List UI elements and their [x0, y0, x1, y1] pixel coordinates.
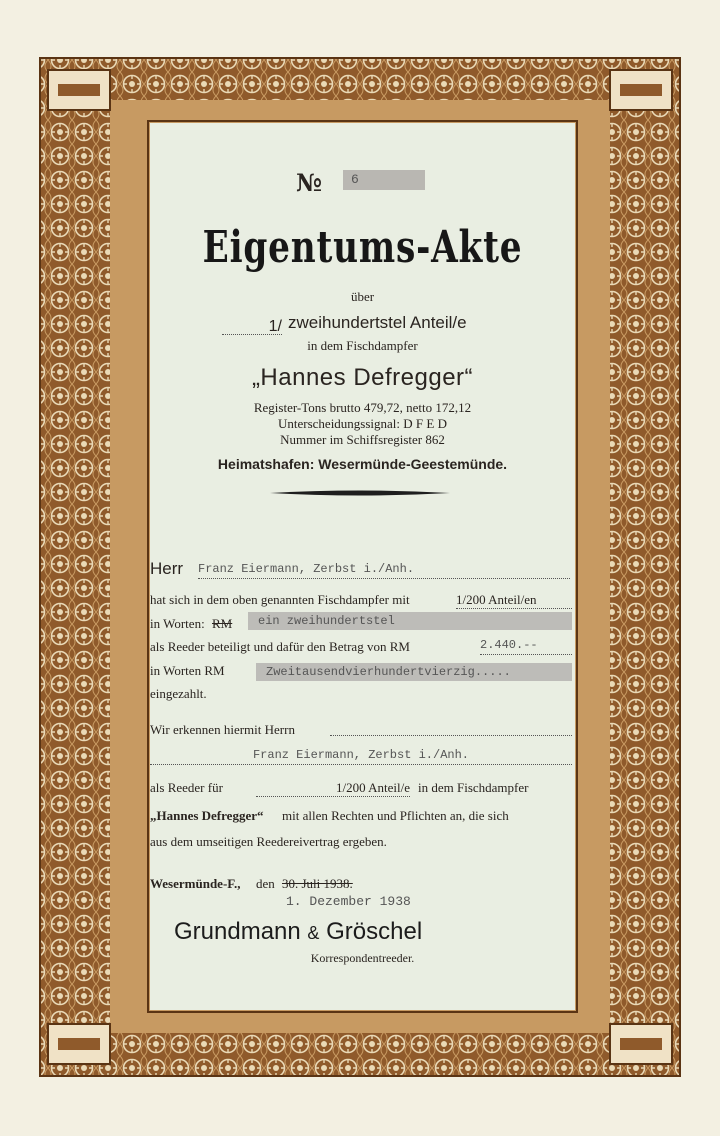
den-text: den: [256, 876, 275, 891]
eingezahlt-text: eingezahlt.: [150, 686, 207, 701]
als-share: 1/200 Anteil/e: [256, 780, 410, 797]
divider-rule: [270, 488, 450, 498]
number-value: 6: [343, 170, 425, 190]
company-name-a: Grundmann: [174, 918, 301, 945]
als-reeder-text: als Reeder für: [150, 780, 223, 795]
ship-intro: in dem Fischdampfer: [307, 338, 418, 353]
role-text: Korrespondentreeder.: [310, 951, 415, 965]
ship-name: „Hannes Defregger“: [251, 364, 474, 391]
date-typed: 1. Dezember 1938: [286, 894, 411, 909]
share-words: zweihundertstel Anteil/e: [288, 313, 467, 332]
company-name: [174, 918, 422, 946]
words-rm: RM: [212, 616, 233, 631]
line1-share: 1/200 Anteil/en: [456, 592, 572, 609]
ueber-text: über: [350, 289, 375, 304]
line3-amount: 2.440.--: [480, 638, 572, 655]
words-value: ein zweihundertstel: [248, 612, 572, 630]
place-label: Wesermünde-F.,: [150, 876, 241, 891]
rights-text2: aus dem umseitigen Reedereivertrag ergeben.: [150, 834, 387, 849]
line3-text: als Reeder beteiligt und dafür den Betrag von RM: [150, 639, 410, 654]
recognize-dotline: [330, 734, 572, 736]
home-port: Heimatshafen: Wesermünde-Geestemünde.: [217, 456, 508, 472]
rights-text: mit allen Rechten und Pflichten an, die sich: [282, 808, 509, 823]
company-amp: &: [307, 923, 320, 943]
line1-text: hat sich in dem oben genannten Fischdampfer mit: [150, 592, 410, 607]
words-label: in Worten:: [150, 616, 205, 631]
share-fraction: 1/: [222, 318, 282, 335]
herr-label: Herr: [150, 559, 184, 578]
recognize-name: Franz Eiermann, Zerbst i./Anh.: [150, 748, 572, 765]
signal-line: Unterscheidungssignal: D F E D: [278, 416, 447, 431]
company-name-b: Gröschel: [326, 918, 423, 945]
document-title: Eigentums-Akte: [202, 222, 523, 273]
recognize-text: Wir erkennen hiermit Herrn: [150, 722, 295, 737]
rights-ship: „Hannes Defregger“: [150, 808, 264, 823]
register-line: Nummer im Schiffsregister 862: [280, 432, 445, 447]
words2-label: in Worten RM: [150, 663, 225, 678]
als-rest: in dem Fischdampfer: [418, 780, 529, 795]
date-printed: 30. Juli 1938.: [282, 876, 353, 891]
number-label: №: [296, 168, 323, 197]
herr-value: Franz Eiermann, Zerbst i./Anh.: [198, 562, 570, 579]
tonnage-line: Register-Tons brutto 479,72, netto 172,12: [253, 400, 472, 415]
words2-value: Zweitausendvierhundertvierzig.....: [256, 663, 572, 681]
